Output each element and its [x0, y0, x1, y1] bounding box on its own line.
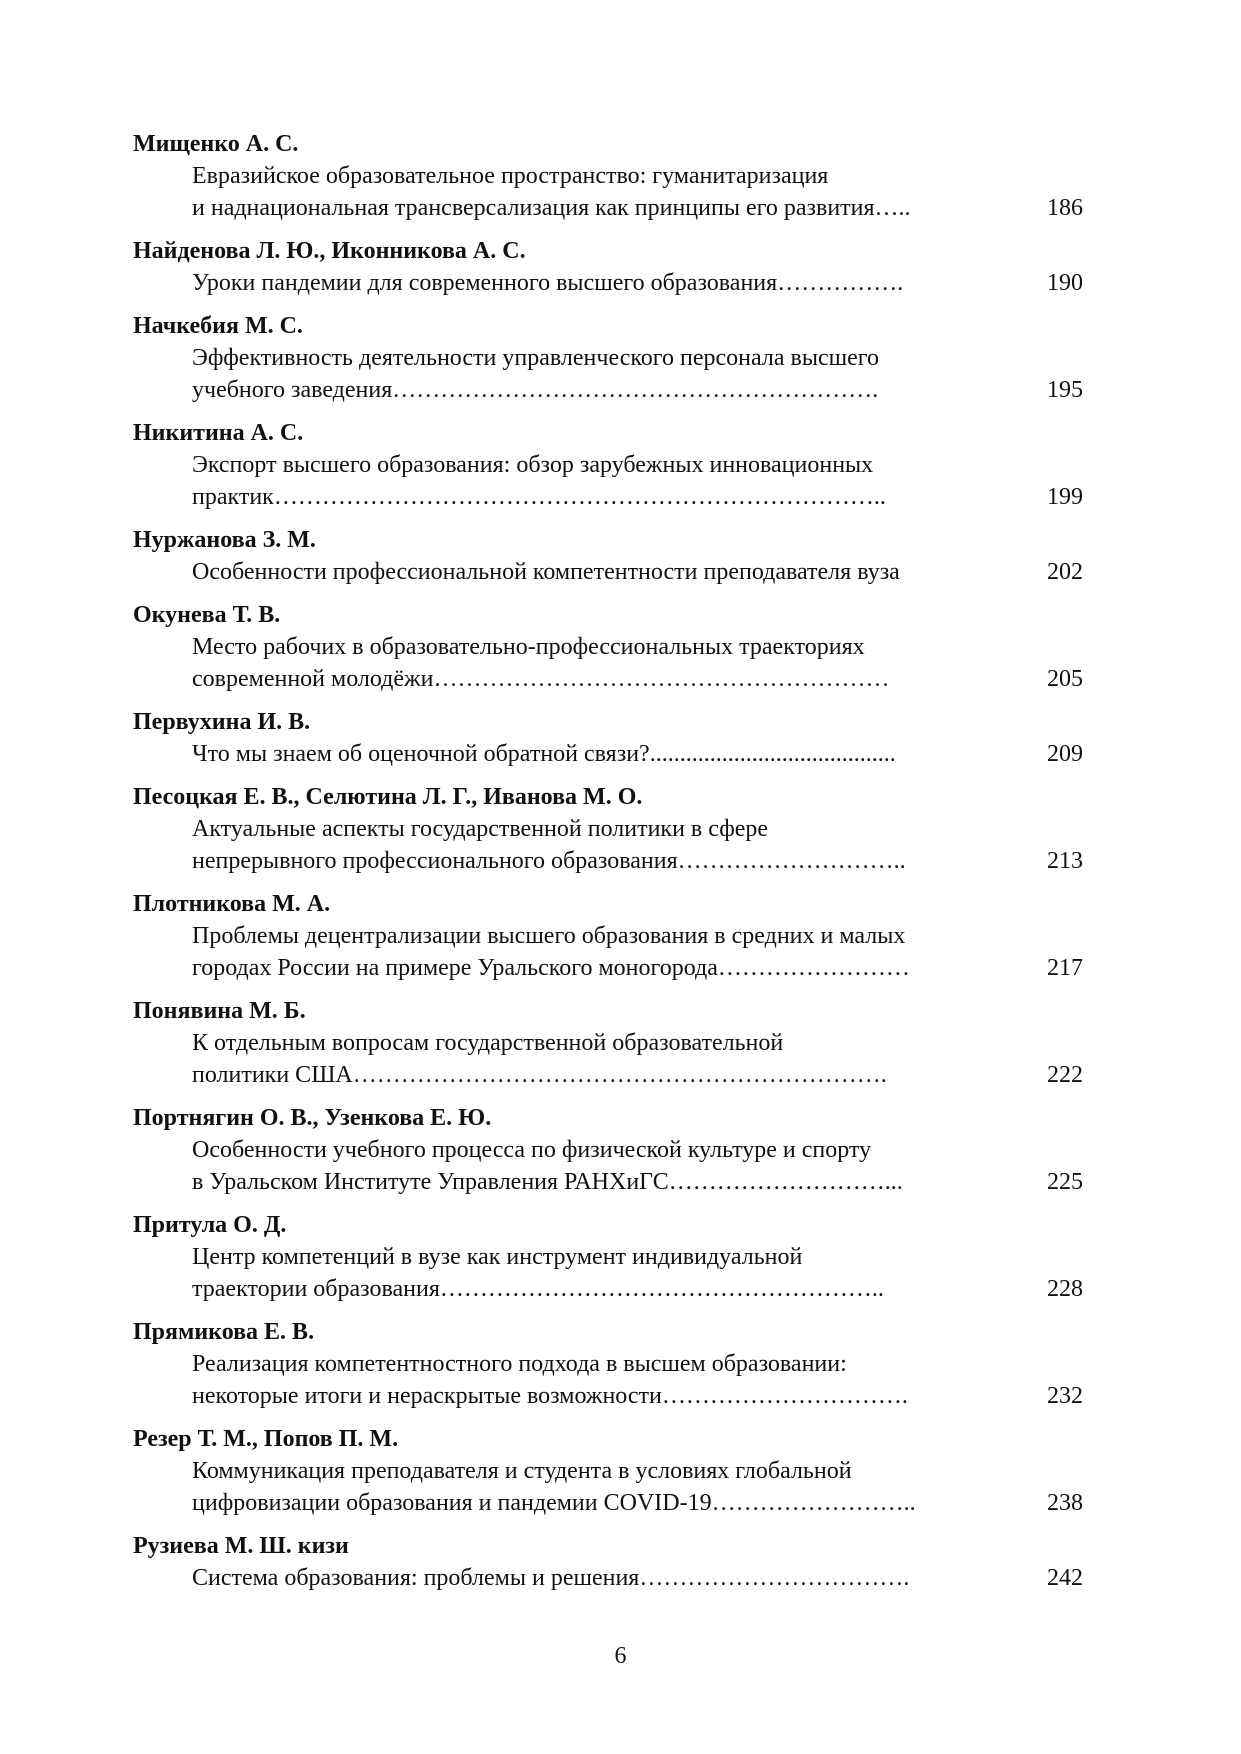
toc-title-row	[133, 449, 1083, 513]
toc-entry	[133, 1423, 1083, 1519]
toc-page-number: 228	[1047, 1276, 1083, 1302]
toc-author: Прямикова Е. В.	[133, 1319, 315, 1345]
toc-entry	[133, 781, 1083, 877]
toc-page-number: 225	[1047, 1169, 1083, 1195]
toc-page-number: 186	[1047, 195, 1083, 221]
toc-title-line: Реализация компетентностного подхода в высшем образовании:	[192, 1351, 847, 1377]
toc-title-line: Центр компетенций в вузе как инструмент индивидуальной	[192, 1244, 803, 1270]
toc-entry	[133, 995, 1083, 1091]
toc-author: Понявина М. Б.	[133, 998, 306, 1024]
toc-title	[133, 342, 1023, 406]
toc-title-row	[133, 813, 1083, 877]
toc-title-line: Евразийское образовательное пространство: гуманитаризация	[192, 163, 829, 189]
toc-title	[133, 920, 1023, 984]
toc-author: Окунева Т. В.	[133, 602, 281, 628]
toc-title-line: цифровизации образования и пандемии COVID-19……………………..	[192, 1490, 916, 1516]
toc-page-number: 222	[1047, 1062, 1083, 1088]
toc-title-row	[133, 1455, 1083, 1519]
toc-title-row	[133, 738, 1083, 770]
toc-author: Рузиева М. Ш. кизи	[133, 1533, 349, 1559]
toc-title-line: траектории образования………………………………………………..	[192, 1276, 884, 1302]
toc-entry	[133, 128, 1083, 224]
toc-title-line: Особенности учебного процесса по физической культуре и спорту	[192, 1137, 872, 1163]
toc-page-number: 195	[1047, 377, 1083, 403]
toc-page-number: 209	[1047, 741, 1083, 767]
toc-title-line: Система образования: проблемы и решения…………………………….	[192, 1565, 910, 1591]
toc-title-row	[133, 1348, 1083, 1412]
toc-author: Песоцкая Е. В., Селютина Л. Г., Иванова М. О.	[133, 784, 643, 810]
toc-title-line: Что мы знаем об оценочной обратной связи?.........................................	[192, 741, 896, 767]
toc-page-number: 190	[1047, 270, 1083, 296]
toc-author: Начкебия М. С.	[133, 313, 303, 339]
toc-title	[133, 1027, 1023, 1091]
toc-author: Портнягин О. В., Узенкова Е. Ю.	[133, 1105, 492, 1131]
toc-title	[133, 267, 1023, 299]
toc-page-number: 213	[1047, 848, 1083, 874]
toc-title	[133, 1134, 1023, 1198]
toc-title	[133, 631, 1023, 695]
toc-entry	[133, 1102, 1083, 1198]
toc-title-row	[133, 631, 1083, 695]
toc-author: Плотникова М. А.	[133, 891, 331, 917]
toc-page-number: 242	[1047, 1565, 1083, 1591]
toc-author: Найденова Л. Ю., Иконникова А. С.	[133, 238, 526, 264]
toc-entry	[133, 1316, 1083, 1412]
toc-title-row	[133, 556, 1083, 588]
toc-entry	[133, 417, 1083, 513]
toc-page-number: 232	[1047, 1383, 1083, 1409]
toc-page-number: 238	[1047, 1490, 1083, 1516]
table-of-contents	[133, 128, 1083, 1605]
toc-entry	[133, 524, 1083, 588]
toc-title	[133, 160, 1023, 224]
toc-entry	[133, 706, 1083, 770]
toc-title-row	[133, 1027, 1083, 1091]
toc-title-line: политики США………………………………………………………….	[192, 1062, 887, 1088]
toc-title-line: некоторые итоги и нераскрытые возможности………………………….	[192, 1383, 908, 1409]
toc-author: Притула О. Д.	[133, 1212, 287, 1238]
toc-title	[133, 738, 1023, 770]
toc-title-line: К отдельным вопросам государственной образовательной	[192, 1030, 784, 1056]
toc-title-row	[133, 342, 1083, 406]
toc-title	[133, 1241, 1023, 1305]
toc-page-number: 202	[1047, 559, 1083, 585]
toc-title-line: Коммуникация преподавателя и студента в условиях глобальной	[192, 1458, 852, 1484]
toc-title	[133, 1562, 1023, 1594]
toc-title-line: Эффективность деятельности управленческого персонала высшего	[192, 345, 879, 371]
toc-entry	[133, 599, 1083, 695]
toc-title-line: Особенности профессиональной компетентности преподавателя вуза	[192, 559, 900, 585]
toc-page-number: 205	[1047, 666, 1083, 692]
toc-title-row	[133, 920, 1083, 984]
toc-title-row	[133, 1562, 1083, 1594]
toc-title-line: Уроки пандемии для современного высшего образования…………….	[192, 270, 904, 296]
toc-entry	[133, 888, 1083, 984]
toc-title-row	[133, 160, 1083, 224]
toc-title-row	[133, 1241, 1083, 1305]
toc-page-number: 217	[1047, 955, 1083, 981]
page-number: 6	[614, 1643, 627, 1669]
toc-title	[133, 1348, 1023, 1412]
toc-title	[133, 1455, 1023, 1519]
toc-author: Мищенко А. С.	[133, 131, 299, 157]
toc-entry	[133, 310, 1083, 406]
toc-title-line: Проблемы децентрализации высшего образования в средних и малых	[192, 923, 906, 949]
toc-entry	[133, 1530, 1083, 1594]
toc-title-line: и наднациональная трансверсализация как принципы его развития…..	[192, 195, 911, 221]
toc-author: Никитина А. С.	[133, 420, 304, 446]
toc-author: Первухина И. В.	[133, 709, 311, 735]
toc-title-line: Экспорт высшего образования: обзор зарубежных инновационных	[192, 452, 874, 478]
toc-title-line: учебного заведения…………………………………………………….	[192, 377, 879, 403]
toc-author: Резер Т. М., Попов П. М.	[133, 1426, 399, 1452]
toc-title	[133, 556, 1023, 588]
toc-title	[133, 813, 1023, 877]
toc-title-line: практик…………………………………………………………………..	[192, 484, 886, 510]
toc-title-line: Актуальные аспекты государственной политики в сфере	[192, 816, 769, 842]
toc-author: Нуржанова З. М.	[133, 527, 316, 553]
toc-entry	[133, 1209, 1083, 1305]
toc-title-row	[133, 267, 1083, 299]
toc-title-line: городах России на примере Уральского моногорода……………………	[192, 955, 910, 981]
toc-title	[133, 449, 1023, 513]
toc-title-line: в Уральском Институте Управления РАНХиГС………………………...	[192, 1169, 903, 1195]
toc-title-line: непрерывного профессионального образования………………………..	[192, 848, 906, 874]
toc-title-line: Место рабочих в образовательно-профессиональных траекториях	[192, 634, 865, 660]
toc-page-number: 199	[1047, 484, 1083, 510]
toc-title-row	[133, 1134, 1083, 1198]
toc-title-line: современной молодёжи…………………………………………………	[192, 666, 890, 692]
toc-entry	[133, 235, 1083, 299]
